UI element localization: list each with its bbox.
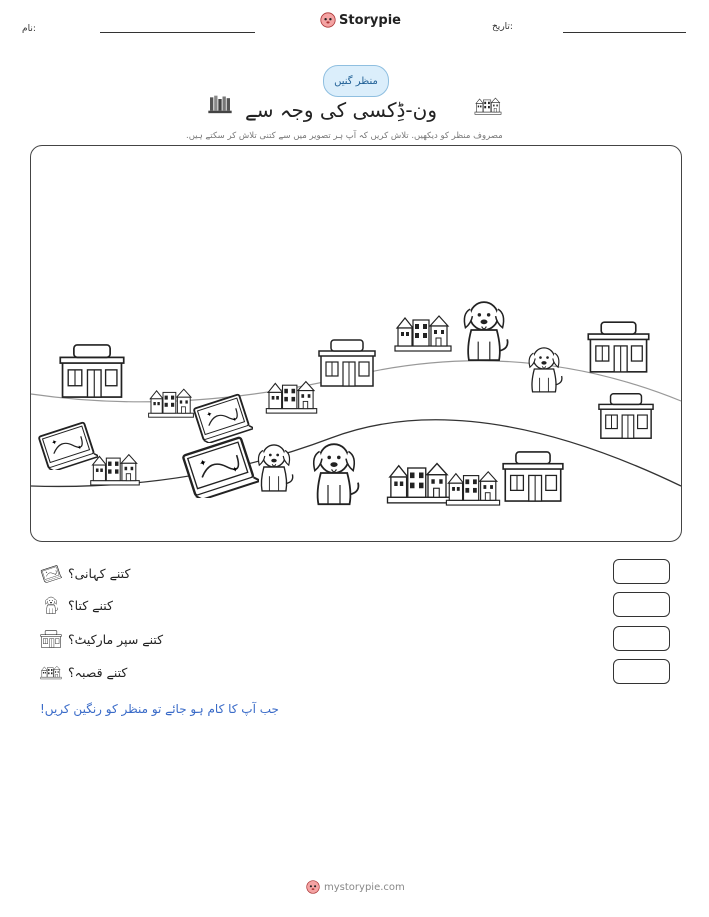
- brand-name: Storypie: [339, 12, 401, 28]
- site-footer: [306, 880, 405, 894]
- scene-illustration: [31, 146, 681, 541]
- store-1: [60, 345, 123, 397]
- instructions: مصروف منظر کو دیکھیں. تلاش کریں کہ آپ ہر تصویر میں سے کتنی تلاش کر سکتے ہیں.: [186, 131, 503, 141]
- town-icon: [474, 96, 502, 115]
- question-row-dogs: [40, 595, 113, 615]
- question-row-towns: [40, 662, 127, 682]
- dog-1: [464, 302, 507, 360]
- scene-panel: [30, 145, 682, 542]
- dog-2: [529, 348, 562, 392]
- color-instruction: جب آپ کا کام ہو جائے تو منظر کو رنگین کریں!: [40, 702, 279, 716]
- answer-box-supermarkets[interactable]: [613, 626, 670, 651]
- storypie-mascot-icon: [320, 12, 336, 28]
- brand-logo: [320, 12, 401, 28]
- question-row-books: [40, 563, 130, 583]
- town-1: [149, 389, 194, 417]
- question-supermarkets: کتنے سپر مارکیٹ؟: [68, 631, 164, 647]
- supermarket-icon: [40, 629, 62, 649]
- store-2: [319, 340, 375, 386]
- town-6: [446, 472, 499, 505]
- name-label: نام:: [22, 24, 36, 34]
- question-towns: کتنے قصبہ؟: [68, 664, 128, 680]
- name-field[interactable]: [100, 32, 255, 33]
- answer-box-dogs[interactable]: [613, 592, 670, 617]
- date-field[interactable]: [563, 32, 686, 33]
- town-3: [395, 316, 451, 351]
- date-label: تاریخ:: [492, 22, 513, 32]
- town-5: [388, 464, 451, 503]
- book-icon: [40, 563, 62, 583]
- site-url: mystorypie.com: [324, 881, 405, 893]
- town-4: [91, 455, 140, 485]
- answer-box-books[interactable]: [613, 559, 670, 584]
- count-badge: منظر گنیں: [323, 65, 389, 97]
- book-3: [183, 436, 260, 502]
- town-icon: [40, 662, 62, 682]
- dog-4: [314, 444, 359, 504]
- town-2: [266, 382, 316, 414]
- dog-icon: [40, 595, 62, 615]
- answer-box-towns[interactable]: [613, 659, 670, 684]
- book-1: [194, 393, 255, 444]
- bookshelf-icon: [207, 94, 233, 114]
- store-5: [503, 452, 563, 501]
- page-title: ون-ڈِکسی کی وجہ سے: [245, 98, 437, 122]
- store-4: [599, 394, 653, 438]
- question-row-supermarkets: [40, 629, 163, 649]
- question-dogs: کتنے کتا؟: [68, 597, 113, 613]
- store-3: [588, 322, 648, 372]
- dog-3: [258, 445, 292, 491]
- storypie-mascot-icon: [306, 880, 320, 894]
- book-2: [39, 421, 100, 472]
- question-books: کتنے کہانی؟: [68, 565, 131, 581]
